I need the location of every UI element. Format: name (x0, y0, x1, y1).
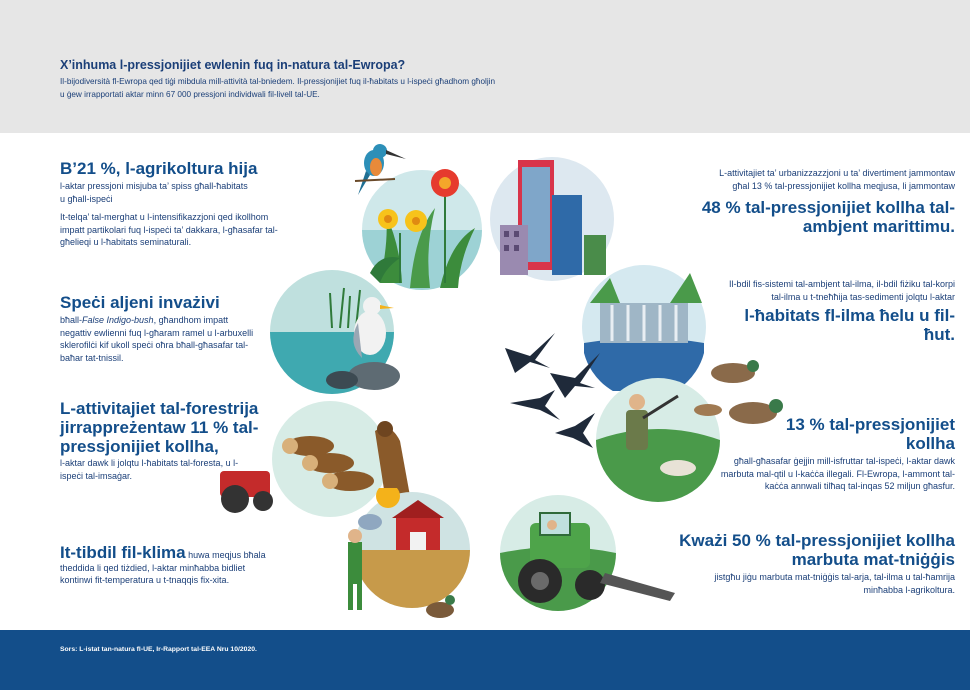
footer-band (0, 630, 970, 690)
climate-illustration (330, 488, 480, 628)
climate-text (60, 543, 275, 587)
agriculture-block (60, 159, 320, 249)
farming-pollution-heading: Kważi 50 % tal-pressjonijiet kollha marbuta mat-tniġġis (679, 531, 955, 569)
freshwater-heading: l-ħabitats fl-ilma ħelu u fil-ħut. (744, 306, 955, 344)
hunting-illustration (578, 348, 808, 508)
hunting-body: għall-għasafar ġejjin mill-isfruttar tal-ispeċi, l-aktar dawk marbuta mal-qtil u l-kaċċa illegali. Fl-Ewropa, l-ammont tal-kaċċa annwali tilħaq tal-inqas 52 miljun għasfur. (720, 456, 955, 491)
page-subtitle: Il-bijodiversità fl-Ewropa qed tiġi mibdula mill-attività tal-bniedem. Il-pressjonijiet fuq il-ħabitats u l-ispeċi għadhom għoljin u ġew irrapportati aktar minn 67 000 pressjoni individwali fil-livell tal-UE. (60, 77, 496, 99)
urban-block (670, 167, 955, 236)
agriculture-line1: l-aktar pressjoni misjuba ta’ spiss għall-ħabitats (60, 181, 248, 191)
agriculture-line2: u għall-ispeċi (60, 193, 113, 204)
climate-block (60, 543, 275, 587)
forestry-heading: L-attivitajiet tal-forestrija jirrappreżentaw 11 % tal-pressjonijiet kollha, (60, 399, 259, 456)
hunting-heading: 13 % tal-pressjonijiet kollha (785, 415, 955, 453)
alien-body-rest: , għandhom impatt negattiv ewlienni fuq l-għaram ramel u l-arbuxelli sklerofilċi kif ukoll speċi oħra bħall-għasafar tal-baħar tat-tnissil. (60, 315, 254, 363)
farming-pollution-block (670, 531, 955, 596)
freshwater-body: Il-bdil fis-sistemi tal-ambjent tal-ilma, il-bdil fiżiku tal-korpi tal-ilma u t-tneħħija tas-sedimenti jolqtu l-aktar (728, 279, 955, 302)
alien-species-heading: Speċi aljeni invażivi (60, 293, 220, 312)
source-text: Sors: L-istat tan-natura fl-UE, Ir-Rapport tal-EEA Nru 10/2020. (60, 646, 257, 653)
alien-body-italic: False Indigo-bush (82, 315, 154, 325)
climate-heading: It-tibdil fil-klima (60, 543, 186, 562)
climate-body: huwa meqjus bħala theddida li qed tiżdied, l-aktar minħabba bidliet kontinwi fit-temperatura u t-tnaqqis fix-xita. (60, 550, 266, 585)
urban-heading: 48 % tal-pressjonijiet kollha tal-ambjent marittimu. (701, 198, 955, 236)
freshwater-block (720, 278, 955, 344)
agriculture-heading: B’21 %, l-agrikoltura hija (60, 159, 258, 178)
alien-species-body (60, 314, 255, 364)
infographic-body (0, 133, 970, 630)
seagull-illustration (262, 268, 412, 396)
forestry-body: l-aktar dawk li jolqtu l-ħabitats tal-foresta, u l-ispeċi tal-imsaġar. (60, 458, 239, 481)
page-title: X’inhuma l-pressjonijiet ewlenin fuq in-natura tal-Ewropa? (60, 58, 406, 72)
tractor-illustration (490, 493, 680, 613)
urban-body: L-attivitajiet ta’ urbanizzazzjoni u ta’ divertiment jammontaw għal 13 % tal-pressjonijiet kollha meqjusa, li jammontaw (719, 168, 955, 191)
farming-pollution-body: jistgħu jiġu marbuta mat-tniġġis tal-arja, tal-ilma u tal-ħamrija minħabba l-agrikoltura. (714, 572, 955, 595)
alien-species-block (60, 293, 255, 364)
agriculture-body: It-telqa’ tal-merghat u l-intensifikazzjoni qed ikollhom impatt partikolari fuq l-ispeċi ta’ dakkara, l-għasafar tal-għelieqi u l-ħabitats seminaturali. (60, 212, 278, 247)
header-band (0, 0, 970, 133)
alien-body-prefix: bħall- (60, 315, 83, 325)
